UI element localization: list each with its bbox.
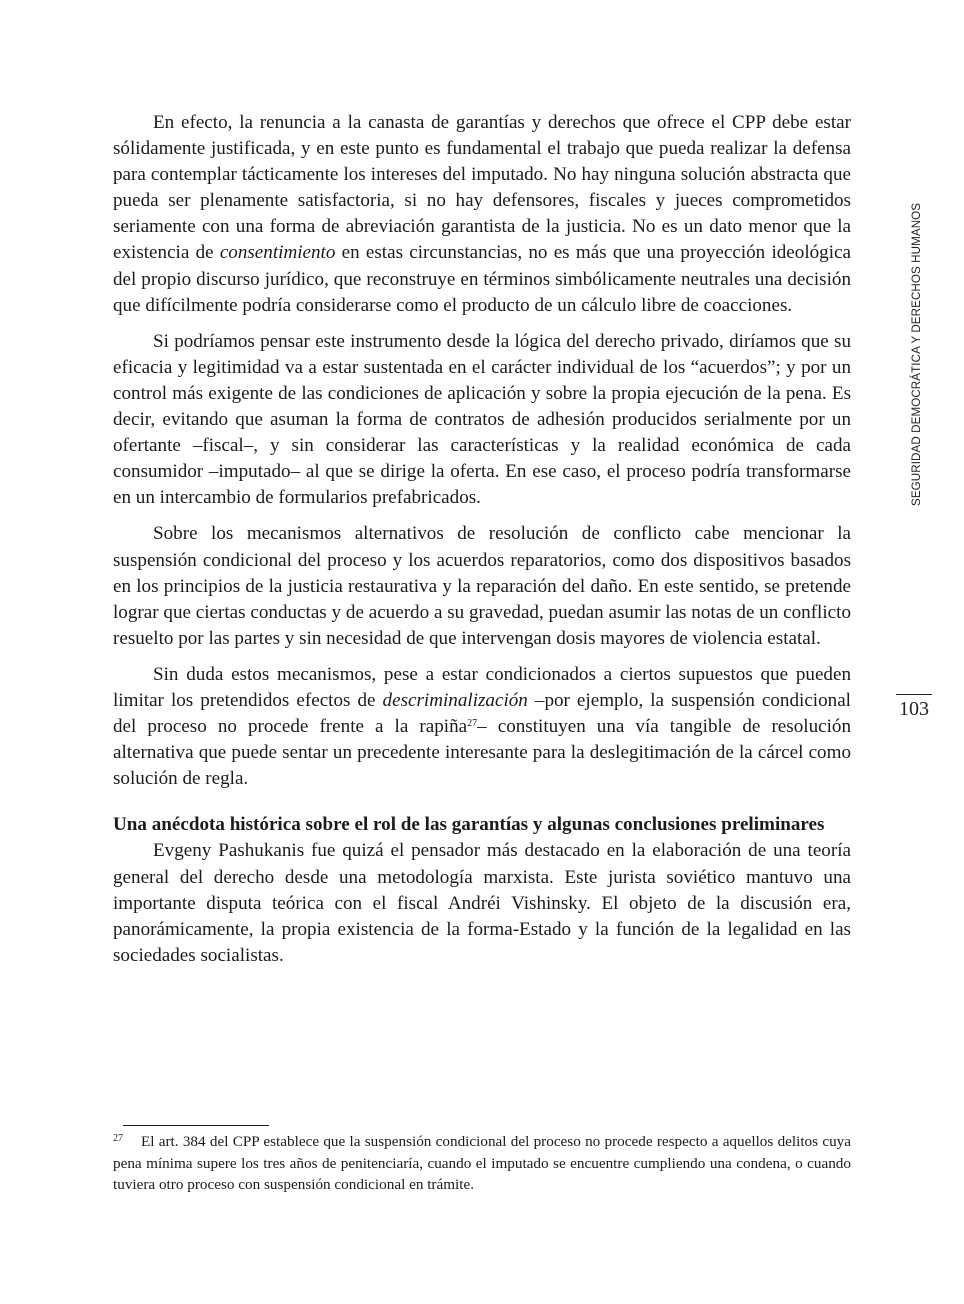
page-number-rule — [896, 694, 932, 695]
paragraph-4-text-c: – constituyen una vía tangible de resolución alternativa que puede sentar un precedente interesante para la deslegitimación de la cárcel como solución de regla. — [113, 716, 851, 790]
paragraph-3: Sobre los mecanismos alternativos de resolución de conflicto cabe mencionar la suspensión condicional del proceso y los acuerdos reparatorios, como dos dispositivos basados en los principios de la justicia restaurativa y la reparación del daño. En este sentido, se pretende lograr que ciertas conductas y de acuerdo a su gravedad, puedan asumir las notas de un conflicto resuelto por las partes y sin necesidad de que intervengan dosis mayores de violencia estatal. — [113, 523, 851, 649]
footnote-text: El art. 384 del CPP establece que la suspensión condicional del proceso no procede respecto a aquellos delitos cuya pena mínima supere los tres años de penitenciaría, cuando el imputado se encuentre cumpliendo una condena, o cuando tuviera otro proceso con suspensión condicional en trámite. — [113, 1133, 851, 1194]
section-heading: Una anécdota histórica sobre el rol de las garantías y algunas conclusiones preliminares — [113, 814, 825, 836]
paragraph-1-text-b: en estas circunstancias, no es más que una proyección ideológica del propio discurso jurídico, que reconstruye en términos simbólicamente neutrales una decisión que difícilmente podría considerarse como el producto de un cálculo libre de coacciones. — [113, 242, 851, 316]
footnote-reference[interactable]: 27 — [467, 718, 478, 730]
paragraph-4-italic: descriminalización — [382, 689, 528, 711]
main-text — [113, 110, 851, 979]
paragraph-1-text-a: En efecto, la renuncia a la canasta de garantías y derechos que ofrece el CPP debe estar sólidamente justificada, y en este punto es fundamental el trabajo que pueda realizar la defensa para contemplar tácticamente los intereses del imputado. No hay ninguna solución abstracta que pueda ser plenamente satisfactoria, si no hay defensores, fiscales y jueces comprometidos seriamente con una forma de abreviación garantista de la justicia. No es un dato menor que la existencia de — [113, 112, 851, 264]
paragraph-1 — [113, 110, 851, 319]
footnote-separator — [123, 1125, 269, 1126]
running-header-vertical: SEGURIDAD DEMOCRÁTICA Y DERECHOS HUMANOS — [910, 202, 923, 506]
page-number: 103 — [899, 698, 929, 720]
paragraph-4-text-a: Sin duda estos mecanismos, pese a estar condicionados a ciertos supuestos que pueden limitar los pretendidos efectos de — [113, 663, 851, 711]
paragraph-4-text-b: –por ejemplo, la suspensión condicional del proceso no procede frente a la rapiña — [113, 689, 851, 738]
footnote: 27 El art. 384 del CPP establece que la suspensión condicional del proceso no procede respecto a aquellos delitos cuya pena mínima supere los tres años de penitenciaría, cuando el imputado se encuentre cumpliendo una condena, o cuando tuviera otro proceso con suspensión condicional en trámite. — [113, 1133, 851, 1194]
paragraph-1-italic: consentimiento — [219, 242, 336, 264]
paragraph-4 — [113, 662, 851, 792]
paragraph-5: Evgeny Pashukanis fue quizá el pensador más destacado en la elaboración de una teoría general del derecho desde una metodología marxista. Este jurista soviético mantuvo una importante disputa teórica con el fiscal Andréi Vishinsky. El objeto de la discusión era, panorámicamente, la propia existencia de la forma-Estado y la función de la legalidad en las sociedades socialistas. — [113, 840, 851, 966]
paragraph-2: Si podríamos pensar este instrumento desde la lógica del derecho privado, diríamos que su eficacia y legitimidad va a estar sustentada en el carácter individual de los “acuerdos”; y por un control más exigente de las condiciones de aplicación y sobre la propia ejecución de la pena. Es decir, evitando que asuman la forma de contratos de adhesión producidos serialmente por un ofertante –fiscal–, y sin considerar las características y la realidad económica de cada consumidor –imputado– al que se dirige la oferta. En ese caso, el proceso podría transformarse en un intercambio de formularios prefabricados. — [113, 330, 851, 509]
